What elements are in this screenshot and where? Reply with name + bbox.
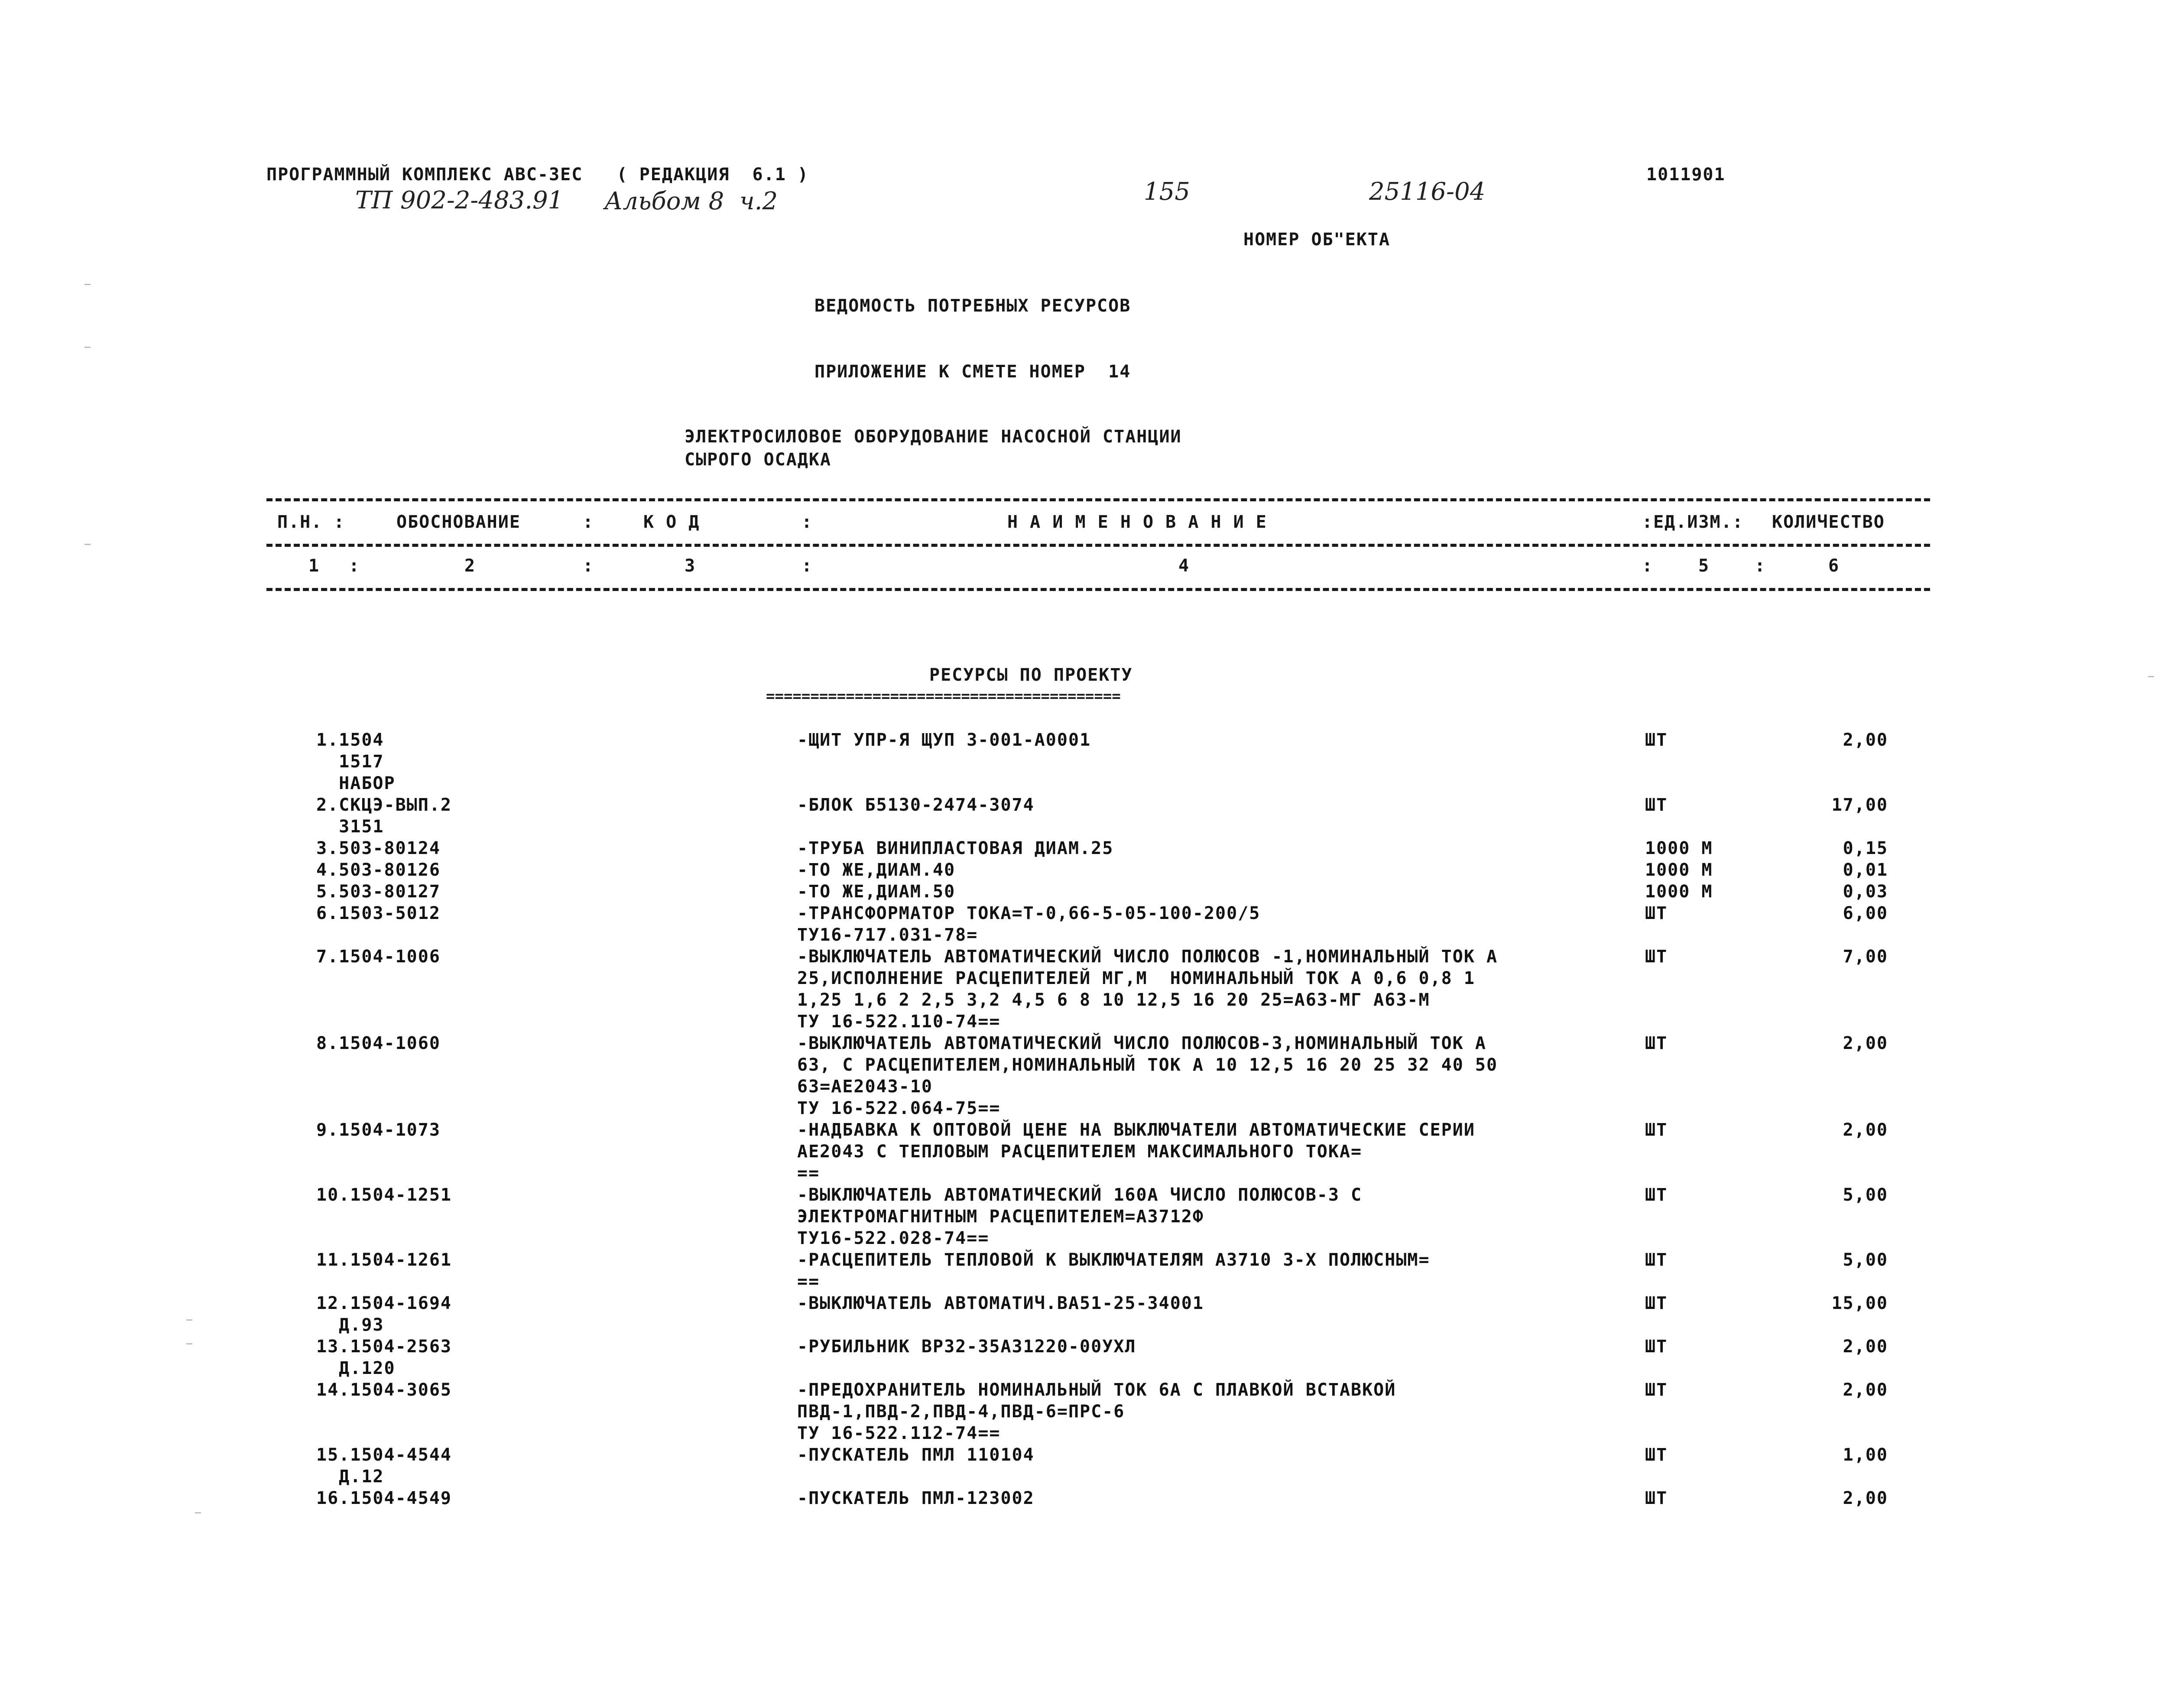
column-header-name: Н А И М Е Н О В А Н И Е [1007,512,1267,532]
handwritten-project-code: ТП 902-2-483.91 [355,186,564,214]
row-quantity: 2,00 [1843,1380,1888,1400]
row-number: 11.1504-1261 [316,1250,452,1270]
row-quantity: 5,00 [1843,1185,1888,1205]
column-separator: : [1642,556,1654,576]
row-quantity: 6,00 [1843,903,1888,923]
row-unit: 1000 М [1645,860,1713,880]
scan-speck [195,1512,201,1513]
row-quantity: 0,03 [1843,882,1888,902]
scan-speck [186,1343,192,1344]
object-code: 1011901 [1646,165,1726,185]
row-quantity: 2,00 [1843,730,1888,750]
row-unit: ШТ [1645,730,1668,750]
row-unit: ШТ [1645,1380,1668,1400]
row-quantity: 0,01 [1843,860,1888,880]
row-unit: ШТ [1645,1488,1668,1508]
row-number: 10.1504-1251 [316,1185,452,1205]
column-header-code: К О Д [643,512,700,532]
column-separator: : [583,512,594,532]
header-middle-rule [266,544,1930,547]
row-number: 4.503-80126 [316,860,441,880]
handwritten-document-number: 25116-04 [1369,178,1486,206]
column-separator: : [801,512,813,532]
row-unit: ШТ [1645,903,1668,923]
row-unit: ШТ [1645,1445,1668,1465]
row-number: 3.503-80124 [316,838,441,858]
row-name: -ТРАНСФОРМАТОР ТОКА=Т-0,66-5-05-100-200/5 ТУ16-717.031-78= [797,903,1261,945]
row-name: -ПУСКАТЕЛЬ ПМЛ 110104 [797,1445,1035,1465]
row-name: -ПУСКАТЕЛЬ ПМЛ-123002 [797,1488,1035,1508]
row-unit: ШТ [1645,1120,1668,1140]
column-number-6: 6 [1828,556,1840,576]
row-unit: 1000 М [1645,838,1713,858]
row-name: -ВЫКЛЮЧАТЕЛЬ АВТОМАТИЧЕСКИЙ ЧИСЛО ПОЛЮСОВ-3,НОМИНАЛЬНЫЙ ТОК А 63, С РАСЦЕПИТЕЛЕМ,НОМИНАЛЬНЫЙ ТОК А 10 12,5 16 20 25 32 40 50 63=АЕ2043-10 ТУ 16-522.064-75== [797,1033,1498,1118]
row-number: 13.1504-2563 Д.120 [316,1337,452,1378]
header-bottom-rule [266,588,1930,591]
header-top-rule [266,498,1930,501]
row-name: -ВЫКЛЮЧАТЕЛЬ АВТОМАТИЧЕСКИЙ 160А ЧИСЛО ПОЛЮСОВ-3 С ЭЛЕКТРОМАГНИТНЫМ РАСЦЕПИТЕЛЕМ=А3712Ф ТУ16-522.028-74== [797,1185,1363,1248]
column-number-3: 3 [685,556,696,576]
scan-speck [2148,676,2154,677]
column-number-4: 4 [1178,556,1190,576]
handwritten-page-number: 155 [1144,178,1190,206]
scan-speck [84,284,91,285]
estimate-appendix-title: ПРИЛОЖЕНИЕ К СМЕТЕ НОМЕР 14 [814,362,1131,382]
row-quantity: 7,00 [1843,947,1888,967]
subject-title-line2: СЫРОГО ОСАДКА [685,450,832,470]
row-quantity: 0,15 [1843,838,1888,858]
column-separator: : [583,556,594,576]
row-unit: ШТ [1645,1185,1668,1205]
row-number: 7.1504-1006 [316,947,441,967]
scan-speck [84,544,91,545]
column-separator: : [801,556,813,576]
scan-speck [186,1319,192,1321]
row-unit: ШТ [1645,1250,1668,1270]
row-name: -ЩИТ УПР-Я ЩУП 3-001-А0001 [797,730,1091,750]
row-unit: ШТ [1645,1337,1668,1357]
object-number-label: НОМЕР ОБ"ЕКТА [1243,230,1391,250]
row-unit: ШТ [1645,1293,1668,1313]
row-name: -НАДБАВКА К ОПТОВОЙ ЦЕНЕ НА ВЫКЛЮЧАТЕЛИ АВТОМАТИЧЕСКИЕ СЕРИИ АЕ2043 С ТЕПЛОВЫМ РАСЦЕПИТЕЛЕМ МАКСИМАЛЬНОГО ТОКА= == [797,1120,1475,1183]
row-number: 12.1504-1694 Д.93 [316,1293,452,1335]
row-name: -ВЫКЛЮЧАТЕЛЬ АВТОМАТИЧЕСКИЙ ЧИСЛО ПОЛЮСОВ -1,НОМИНАЛЬНЫЙ ТОК А 25,ИСПОЛНЕНИЕ РАСЦЕПИТЕЛЕЙ МГ,М НОМИНАЛЬНЫЙ ТОК А 0,6 0,8 1 1,25 1,6 2 2,5 3,2 4,5 6 8 10 12,5 16 20 25=А63-МГ А63-М ТУ 16-522.110-74== [797,947,1498,1032]
row-number: 15.1504-4544 Д.12 [316,1445,452,1487]
row-quantity: 17,00 [1831,795,1888,815]
handwritten-album: Альбом 8 ч.2 [604,187,778,215]
row-name: -БЛОК Б5130-2474-3074 [797,795,1035,815]
column-separator: : [349,556,360,576]
column-header-basis: ОБОСНОВАНИЕ [396,512,521,532]
program-title: ПРОГРАММНЫЙ КОМПЛЕКС АВС-ЗЕС ( РЕДАКЦИЯ 6.1 ) [266,165,809,185]
row-name: -РУБИЛЬНИК ВР32-35А31220-00УХЛ [797,1337,1136,1357]
column-number-2: 2 [464,556,476,576]
column-number-1: 1 [308,556,320,576]
row-number: 9.1504-1073 [316,1120,441,1140]
row-name: -РАСЦЕПИТЕЛЬ ТЕПЛОВОЙ К ВЫКЛЮЧАТЕЛЯМ А3710 3-Х ПОЛЮСНЫМ= == [797,1250,1430,1292]
row-number: 6.1503-5012 [316,903,441,923]
row-name: -ВЫКЛЮЧАТЕЛЬ АВТОМАТИЧ.ВА51-25-34001 [797,1293,1204,1313]
subject-title-line1: ЭЛЕКТРОСИЛОВОЕ ОБОРУДОВАНИЕ НАСОСНОЙ СТАНЦИИ [685,427,1182,447]
row-unit: ШТ [1645,947,1668,967]
row-quantity: 2,00 [1843,1337,1888,1357]
row-quantity: 2,00 [1843,1033,1888,1053]
row-unit: ШТ [1645,1033,1668,1053]
row-number: 1.1504 1517 НАБОР [316,730,396,793]
row-number: 16.1504-4549 [316,1488,452,1508]
row-name: -ТРУБА ВИНИПЛАСТОВАЯ ДИАМ.25 [797,838,1114,858]
row-name: -ПРЕДОХРАНИТЕЛЬ НОМИНАЛЬНЫЙ ТОК 6А С ПЛАВКОЙ ВСТАВКОЙ ПВД-1,ПВД-2,ПВД-4,ПВД-6=ПРС-6 ТУ 16-522.112-74== [797,1380,1396,1443]
row-number: 14.1504-3065 [316,1380,452,1400]
column-number-5: 5 [1698,556,1710,576]
row-quantity: 2,00 [1843,1120,1888,1140]
column-header-pn: П.Н. : [277,512,345,532]
row-number: 8.1504-1060 [316,1033,441,1053]
column-header-unit: :ЕД.ИЗМ.: [1642,512,1744,532]
row-name: -ТО ЖЕ,ДИАМ.40 [797,860,956,880]
row-quantity: 5,00 [1843,1250,1888,1270]
section-underline: ======================================== [766,688,1121,705]
document-title: ВЕДОМОСТЬ ПОТРЕБНЫХ РЕСУРСОВ [814,296,1131,316]
row-number: 2.СКЦЭ-ВЫП.2 3151 [316,795,452,837]
row-unit: 1000 М [1645,882,1713,902]
row-number: 5.503-80127 [316,882,441,902]
section-title: РЕСУРСЫ ПО ПРОЕКТУ [929,665,1133,685]
row-quantity: 2,00 [1843,1488,1888,1508]
row-unit: ШТ [1645,795,1668,815]
row-name: -ТО ЖЕ,ДИАМ.50 [797,882,956,902]
row-quantity: 15,00 [1831,1293,1888,1313]
scan-speck [84,347,91,348]
column-header-quantity: КОЛИЧЕСТВО [1772,512,1885,532]
row-quantity: 1,00 [1843,1445,1888,1465]
column-separator: : [1755,556,1766,576]
